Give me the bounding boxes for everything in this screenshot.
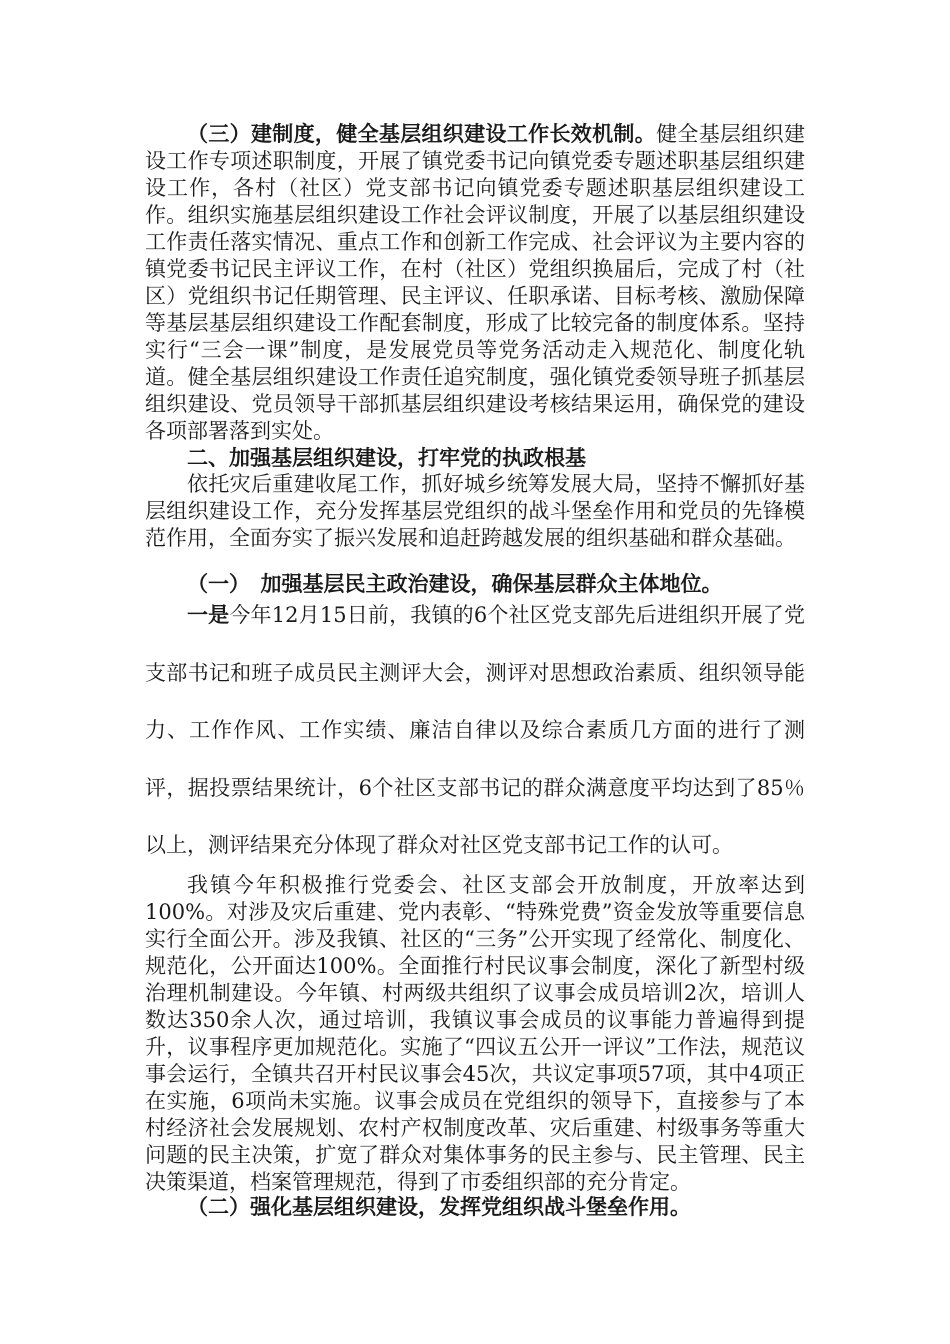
section-one-paragraph (145, 586, 805, 875)
section-one-heading: （一） 加强基层民主政治建设，确保基层群众主体地位。 (187, 571, 723, 596)
part-two-intro: 依托灾后重建收尾工作，抓好城乡统筹发展大局，坚持不懈抓好基层组织建设工作，充分发挥基层党组织的战斗堡垒作用和党员的先锋模范作用，全面夯实了振兴发展和追赶跨越发展的组织基础和群众基础。 (145, 472, 805, 550)
section-one-body: 今年12月15日前，我镇的6个社区党支部先后进组织开展了党支部书记和班子成员民主测评大会，测评对思想政治素质、组织领导能力、工作作风、工作实绩、廉洁自律以及综合素质几方面的进行了测评，据投票结果统计，6个社区支部书记的群众满意度平均达到了85％以上，测评结果充分体现了群众对社区党支部书记工作的认可。 (145, 603, 805, 857)
section-three-heading: （三）建制度，健全基层组织建设工作长效机制。 (187, 121, 657, 146)
section-two-heading: （二）强化基层组织建设，发挥党组织战斗堡垒作用。 (187, 1194, 691, 1219)
part-two-heading: 二、加强基层组织建设，打牢党的执政根基 (187, 445, 586, 470)
section-one-paragraph-two: 我镇今年积极推行党委会、社区支部会开放制度，开放率达到100%。对涉及灾后重建、党内表彰、“特殊党费”资金发放等重要信息实行全面公开。涉及我镇、社区的“三务”公开实现了经常化、制度化、规范化，公开面达100%。全面推行村民议事会制度，深化了新型村级治理机制建设。今年镇、村两级共组织了议事会成员培训2次，培训人数达350余人次，通过培训，我镇议事会成员的议事能力普遍得到提升，议事程序更加规范化。实施了“四议五公开一评议”工作法，规范议事会运行，全镇共召开村民议事会45次，共议定事项57项，其中4项正在实施，6项尚未实施。议事会成员在党组织的领导下，直接参与了本村经济社会发展规划、农村产权制度改革、灾后重建、村级事务等重大问题的民主决策，扩宽了群众对集体事务的民主参与、民主管理、民主决策渠道，档案管理规范，得到了市委组织部的充分肯定。 (145, 873, 805, 1194)
section-three-body: 健全基层组织建设工作专项述职制度，开展了镇党委书记向镇党委专题述职基层组织建设工作，各村（社区）党支部书记向镇党委专题述职基层组织建设工作。组织实施基层组织建设工作社会评议制度，开展了以基层组织建设工作责任落实情况、重点工作和创新工作完成、社会评议为主要内容的镇党委书记民主评议工作，在村（社区）党组织换届后，完成了村（社区）党组织书记任期管理、民主评议、任职承诺、目标考核、激励保障等基层基层组织建设工作配套制度，形成了比较完备的制度体系。坚持实行“三会一课”制度，是发展党员等党务活动走入规范化、制度化轨道。健全基层组织建设工作责任追究制度，强化镇党委领导班子抓基层组织建设、党员领导干部抓基层组织建设考核结果运用，确保党的建设各项部署落到实处。 (145, 122, 806, 443)
section-three-paragraph (145, 120, 805, 445)
section-one-lead: 一是 (187, 602, 230, 627)
